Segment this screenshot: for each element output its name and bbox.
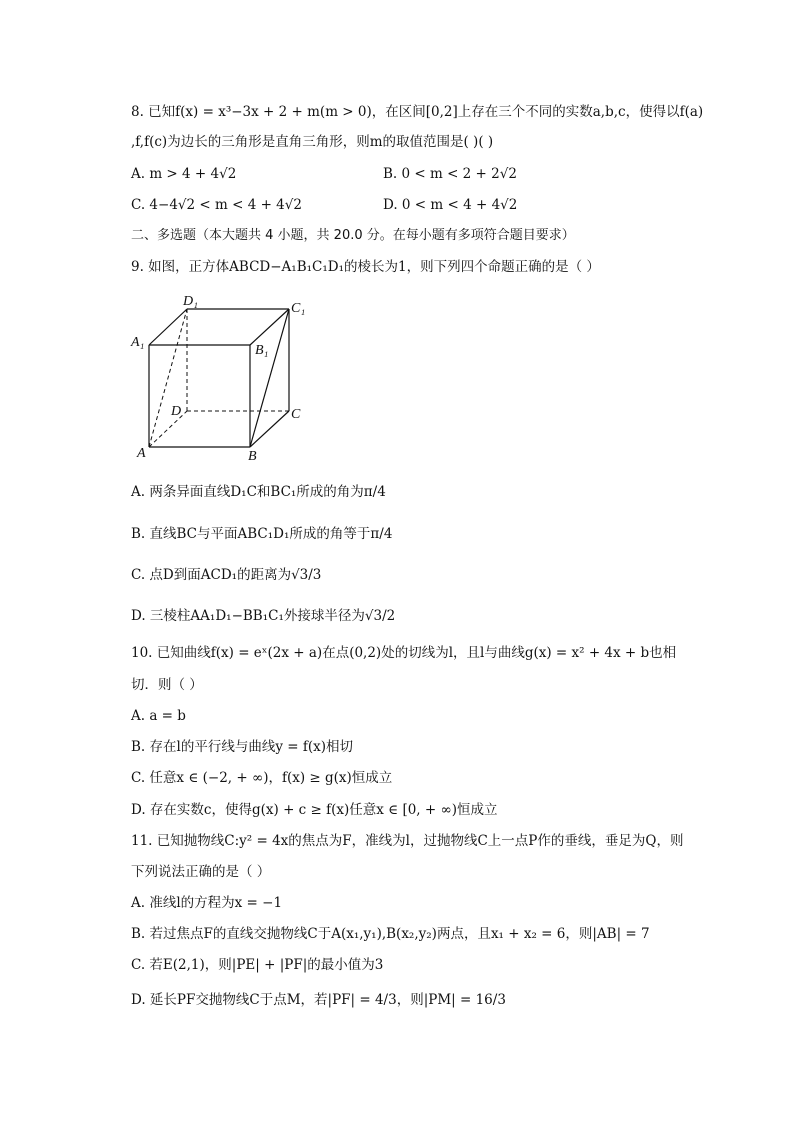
label-c: C	[291, 407, 301, 422]
q11-stem-line1: 11. 已知抛物线C:y² = 4x的焦点为F，准线为l，过抛物线C上一点P作的垂线，垂足为Q，则	[131, 833, 684, 849]
q8-stem-line1: 8. 已知f(x) = x³−3x + 2 + m(m > 0)，在区间[0,2]上存在三个不同的实数a,b,c，使得以f(a)	[131, 104, 704, 120]
q9-option-b: B. 直线BC与平面ABC₁D₁所成的角等于π/4	[131, 526, 393, 542]
q10-stem-line1: 10. 已知曲线f(x) = eˣ(2x + a)在点(0,2)处的切线为l，且l与曲线g(x) = x² + 4x + b也相	[131, 645, 677, 661]
q9-option-d: D. 三棱柱AA₁D₁−BB₁C₁外接球半径为√3/2	[131, 608, 396, 624]
q10-option-b: B. 存在l的平行线与曲线y = f(x)相切	[131, 739, 353, 755]
label-b1: B₁	[255, 343, 269, 358]
q8-option-a: A. m > 4 + 4√2	[131, 166, 237, 182]
q8-option-d: D. 0 < m < 4 + 4√2	[383, 197, 518, 213]
q9-option-c: C. 点D到面ACD₁的距离为√3/3	[131, 567, 322, 583]
label-d: D	[171, 404, 182, 419]
q8-stem-line2: ,f,f(c)为边长的三角形是直角三角形，则m的取值范围是( )( )	[131, 134, 494, 150]
q11-option-d: D. 延长PF交抛物线C于点M，若|PF| = 4/3，则|PM| = 16/3	[131, 992, 506, 1008]
label-a: A	[137, 446, 146, 461]
q9-option-a: A. 两条异面直线D₁C和BC₁所成的角为π/4	[131, 484, 386, 500]
q10-option-c: C. 任意x ∈ (−2, + ∞)，f(x) ≥ g(x)恒成立	[131, 770, 393, 786]
q10-option-a: A. a = b	[131, 708, 186, 724]
label-d1: D₁	[183, 294, 198, 309]
q10-stem-line2: 切．则（ ）	[131, 677, 203, 693]
q8-option-b: B. 0 < m < 2 + 2√2	[383, 166, 517, 182]
section-heading: 二、多选题（本大题共 4 小题，共 20.0 分。在每小题有多项符合题目要求）	[131, 228, 575, 243]
q8-option-c: C. 4−4√2 < m < 4 + 4√2	[131, 197, 302, 213]
cube-figure	[128, 290, 318, 462]
q11-stem-line2: 下列说法正确的是（ ）	[131, 864, 271, 880]
q10-option-d: D. 存在实数c，使得g(x) + c ≥ f(x)任意x ∈ [0, + ∞)恒成立	[131, 802, 498, 818]
label-b: B	[248, 449, 257, 462]
q9-stem: 9. 如图，正方体ABCD−A₁B₁C₁D₁的棱长为1，则下列四个命题正确的是（ ）	[131, 259, 600, 275]
label-c1: C₁	[291, 301, 306, 316]
q11-option-a: A. 准线l的方程为x = −1	[131, 895, 283, 911]
q11-option-b: B. 若过焦点F的直线交抛物线C于A(x₁,y₁),B(x₂,y₂)两点，且x₁ + x₂ = 6，则|AB| = 7	[131, 926, 650, 942]
q11-option-c: C. 若E(2,1)，则|PE| + |PF|的最小值为3	[131, 957, 384, 973]
label-a1: A₁	[131, 335, 145, 350]
